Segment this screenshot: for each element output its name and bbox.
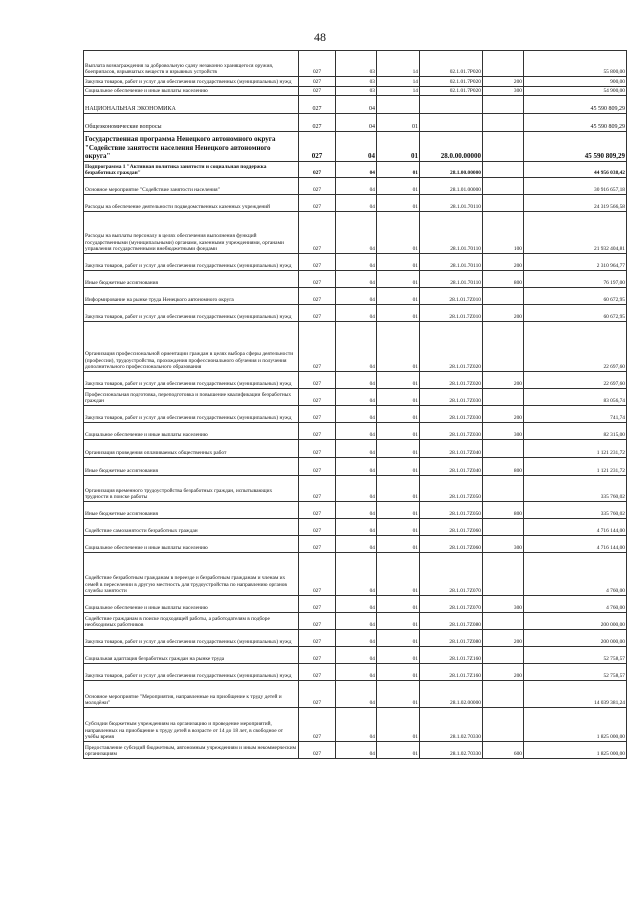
row-subsection: 01	[377, 322, 420, 372]
row-admin-code: 027	[299, 519, 336, 536]
row-admin-code: 027	[299, 681, 336, 708]
row-amount: 44 956 038,42	[524, 162, 627, 178]
row-subsection: 01	[377, 536, 420, 553]
row-section: 04	[336, 389, 377, 406]
row-section: 04	[336, 664, 377, 681]
row-name: Закупка товаров, работ и услуг для обеспечения государственных (муниципальных) нужд	[84, 372, 299, 389]
row-section: 04	[336, 305, 377, 322]
row-subsection: 01	[377, 423, 420, 440]
row-section: 04	[336, 613, 377, 630]
row-section: 04	[336, 440, 377, 458]
row-name: Организация проведения оплачиваемых общественных работ	[84, 440, 299, 458]
row-section: 04	[336, 536, 377, 553]
row-expense-type: 300	[483, 536, 524, 553]
table-row	[84, 162, 627, 178]
row-section: 04	[336, 372, 377, 389]
row-name: Закупка товаров, работ и услуг для обеспечения государственных (муниципальных) нужд	[84, 305, 299, 322]
table-row	[84, 288, 627, 305]
row-name: Закупка товаров, работ и услуг для обеспечения государственных (муниципальных) нужд	[84, 630, 299, 647]
table-row	[84, 458, 627, 476]
row-target-article: 28.1.01.7Z040	[420, 458, 483, 476]
row-admin-code: 027	[299, 195, 336, 212]
row-section: 04	[336, 458, 377, 476]
row-expense-type: 200	[483, 406, 524, 423]
row-amount: 4 716 144,00	[524, 536, 627, 553]
row-amount: 52 758,57	[524, 647, 627, 664]
row-admin-code: 027	[299, 114, 336, 132]
row-name: Основное мероприятие "Мероприятия, направленные на приобщение к труду детей и молодёжи"	[84, 681, 299, 708]
row-target-article: 28.1.01.7Z030	[420, 389, 483, 406]
row-subsection: 01	[377, 114, 420, 132]
row-target-article: 28.1.02.70330	[420, 742, 483, 759]
row-admin-code: 027	[299, 51, 336, 77]
row-expense-type	[483, 647, 524, 664]
row-section: 04	[336, 502, 377, 519]
row-target-article: 28.1.01.7Z160	[420, 664, 483, 681]
row-target-article: 28.1.01.7Z060	[420, 536, 483, 553]
row-name: Иные бюджетные ассигнования	[84, 458, 299, 476]
row-name: Расходы на выплаты персоналу в целях обеспечения выполнения функций государственными (муниципальными) органами, казенными учреждениями, органами управления государственными внебюджетными фондами	[84, 212, 299, 254]
row-subsection: 01	[377, 389, 420, 406]
row-admin-code: 027	[299, 305, 336, 322]
table-row	[84, 630, 627, 647]
row-admin-code: 027	[299, 389, 336, 406]
row-amount: 1 825 000,00	[524, 742, 627, 759]
row-section: 03	[336, 87, 377, 96]
row-admin-code: 027	[299, 77, 336, 87]
row-subsection: 01	[377, 406, 420, 423]
row-admin-code: 027	[299, 647, 336, 664]
row-expense-type: 200	[483, 630, 524, 647]
row-name: Информирование на рынке труда Ненецкого автономного округа	[84, 288, 299, 305]
row-name: Закупка товаров, работ и услуг для обеспечения государственных (муниципальных) нужд	[84, 664, 299, 681]
row-subsection: 01	[377, 613, 420, 630]
row-section: 04	[336, 742, 377, 759]
row-amount: 22 697,60	[524, 372, 627, 389]
row-subsection: 01	[377, 162, 420, 178]
budget-table-body	[84, 51, 627, 759]
row-expense-type	[483, 195, 524, 212]
row-section: 04	[336, 288, 377, 305]
table-row	[84, 536, 627, 553]
row-name: Иные бюджетные ассигнования	[84, 502, 299, 519]
row-name: Социальное обеспечение и иные выплаты населению	[84, 536, 299, 553]
row-subsection: 01	[377, 372, 420, 389]
row-subsection: 01	[377, 132, 420, 162]
table-row	[84, 178, 627, 195]
table-row	[84, 271, 627, 288]
row-expense-type	[483, 681, 524, 708]
row-expense-type	[483, 519, 524, 536]
row-name: Закупка товаров, работ и услуг для обеспечения государственных (муниципальных) нужд	[84, 254, 299, 271]
table-row	[84, 708, 627, 742]
row-admin-code: 027	[299, 406, 336, 423]
row-expense-type	[483, 389, 524, 406]
row-name: Общеэкономические вопросы	[84, 114, 299, 132]
row-subsection: 01	[377, 553, 420, 596]
row-section: 04	[336, 519, 377, 536]
row-admin-code: 027	[299, 596, 336, 613]
row-section: 04	[336, 476, 377, 502]
row-subsection: 01	[377, 630, 420, 647]
table-row	[84, 553, 627, 596]
row-amount: 4 716 144,00	[524, 519, 627, 536]
row-subsection: 01	[377, 178, 420, 195]
row-amount: 335 760,02	[524, 502, 627, 519]
row-expense-type: 200	[483, 254, 524, 271]
row-target-article: 28.1.02.00000	[420, 681, 483, 708]
row-subsection: 01	[377, 288, 420, 305]
row-name: Содействие самозанятости безработных граждан	[84, 519, 299, 536]
row-name: НАЦИОНАЛЬНАЯ ЭКОНОМИКА	[84, 96, 299, 114]
row-expense-type: 800	[483, 271, 524, 288]
row-name: Социальное обеспечение и иные выплаты населению	[84, 423, 299, 440]
row-section: 04	[336, 647, 377, 664]
table-row	[84, 87, 627, 96]
row-section: 04	[336, 132, 377, 162]
row-section: 04	[336, 553, 377, 596]
table-row	[84, 96, 627, 114]
row-target-article: 28.1.01.7Z080	[420, 630, 483, 647]
row-subsection: 01	[377, 305, 420, 322]
row-expense-type: 200	[483, 664, 524, 681]
row-amount: 24 319 566,58	[524, 195, 627, 212]
row-expense-type: 800	[483, 458, 524, 476]
row-subsection: 01	[377, 440, 420, 458]
row-subsection	[377, 96, 420, 114]
table-row	[84, 647, 627, 664]
row-admin-code: 027	[299, 162, 336, 178]
row-target-article	[420, 114, 483, 132]
row-section: 04	[336, 406, 377, 423]
row-admin-code: 027	[299, 502, 336, 519]
row-admin-code: 027	[299, 271, 336, 288]
row-target-article: 28.1.01.7Z050	[420, 502, 483, 519]
row-amount: 30 916 657,18	[524, 178, 627, 195]
table-row	[84, 212, 627, 254]
row-name: Субсидии бюджетным учреждениям на организацию и проведение мероприятий, направленных на приобщение к труду детей в возрасте от 14 до 18 лет, в свободное от учёбы время	[84, 708, 299, 742]
row-target-article: 28.0.00.00000	[420, 132, 483, 162]
row-target-article: 02.1.01.7P020	[420, 77, 483, 87]
row-expense-type	[483, 132, 524, 162]
row-expense-type	[483, 553, 524, 596]
row-amount: 21 932 404,81	[524, 212, 627, 254]
row-name: Закупка товаров, работ и услуг для обеспечения государственных (муниципальных) нужд	[84, 77, 299, 87]
row-section: 03	[336, 77, 377, 87]
row-subsection: 01	[377, 254, 420, 271]
row-target-article: 28.1.01.7Z050	[420, 476, 483, 502]
row-section: 04	[336, 271, 377, 288]
row-admin-code: 027	[299, 87, 336, 96]
row-subsection: 14	[377, 87, 420, 96]
row-subsection: 01	[377, 742, 420, 759]
row-expense-type	[483, 114, 524, 132]
row-admin-code: 027	[299, 178, 336, 195]
row-subsection: 01	[377, 596, 420, 613]
row-amount: 900,00	[524, 77, 627, 87]
row-amount: 54 900,00	[524, 87, 627, 96]
table-row	[84, 195, 627, 212]
row-expense-type	[483, 476, 524, 502]
row-expense-type: 200	[483, 305, 524, 322]
row-expense-type	[483, 162, 524, 178]
row-subsection: 01	[377, 647, 420, 664]
row-admin-code: 027	[299, 630, 336, 647]
row-name: Содействие безработным гражданам в переезде и безработным гражданам и членам их семей в переселении в другую местность для трудоустройства по направлению органов службы занятости	[84, 553, 299, 596]
row-admin-code: 027	[299, 664, 336, 681]
row-target-article: 28.1.01.70110	[420, 212, 483, 254]
row-section: 04	[336, 212, 377, 254]
row-admin-code: 027	[299, 476, 336, 502]
table-row	[84, 305, 627, 322]
row-admin-code: 027	[299, 423, 336, 440]
row-admin-code: 027	[299, 96, 336, 114]
table-row	[84, 322, 627, 372]
row-name: Закупка товаров, работ и услуг для обеспечения государственных (муниципальных) нужд	[84, 406, 299, 423]
row-expense-type	[483, 440, 524, 458]
row-name: Государственная программа Ненецкого автономного округа "Содействие занятости населения Ненецкого автономного округа"	[84, 132, 299, 162]
budget-table	[83, 50, 627, 759]
row-amount: 22 697,60	[524, 322, 627, 372]
row-amount: 60 672,95	[524, 305, 627, 322]
row-amount: 4 760,00	[524, 596, 627, 613]
row-section: 04	[336, 162, 377, 178]
row-expense-type	[483, 613, 524, 630]
row-amount: 200 000,00	[524, 613, 627, 630]
row-admin-code: 027	[299, 212, 336, 254]
table-row	[84, 440, 627, 458]
row-expense-type	[483, 178, 524, 195]
row-section: 04	[336, 96, 377, 114]
row-amount: 1 825 000,00	[524, 708, 627, 742]
row-admin-code: 027	[299, 742, 336, 759]
row-section: 04	[336, 322, 377, 372]
table-row	[84, 476, 627, 502]
row-amount: 82 315,00	[524, 423, 627, 440]
row-admin-code: 027	[299, 440, 336, 458]
row-amount: 45 590 809,29	[524, 96, 627, 114]
table-row	[84, 372, 627, 389]
row-section: 04	[336, 708, 377, 742]
row-name: Организация профессиональной ориентации граждан в целях выбора сферы деятельности (профессии), трудоустройства, прохождения профессионального обучения и получения дополнительного профессионального образования	[84, 322, 299, 372]
row-target-article: 28.1.01.7Z080	[420, 613, 483, 630]
row-section: 04	[336, 630, 377, 647]
row-expense-type: 200	[483, 77, 524, 87]
row-section: 04	[336, 178, 377, 195]
row-admin-code: 027	[299, 708, 336, 742]
row-name: Социальное обеспечение и иные выплаты населению	[84, 596, 299, 613]
row-section: 04	[336, 423, 377, 440]
row-target-article: 28.1.01.7Z070	[420, 553, 483, 596]
row-target-article	[420, 96, 483, 114]
row-target-article: 28.1.01.7Z020	[420, 322, 483, 372]
row-expense-type: 800	[483, 502, 524, 519]
row-target-article: 02.1.01.7P020	[420, 87, 483, 96]
row-target-article: 28.1.01.7Z070	[420, 596, 483, 613]
row-admin-code: 027	[299, 254, 336, 271]
table-row	[84, 681, 627, 708]
row-target-article: 28.1.01.70110	[420, 195, 483, 212]
row-amount: 741,74	[524, 406, 627, 423]
table-row	[84, 77, 627, 87]
row-subsection: 01	[377, 271, 420, 288]
row-section: 04	[336, 114, 377, 132]
row-expense-type: 200	[483, 372, 524, 389]
row-admin-code: 027	[299, 536, 336, 553]
row-name: Подпрограмма 1 "Активная политика занятости и социальная поддержка безработных граждан"	[84, 162, 299, 178]
row-target-article: 28.1.01.7Z030	[420, 423, 483, 440]
table-row	[84, 423, 627, 440]
table-row	[84, 254, 627, 271]
row-target-article: 28.1.01.7Z160	[420, 647, 483, 664]
row-target-article: 28.1.01.70110	[420, 254, 483, 271]
row-amount: 83 056,74	[524, 389, 627, 406]
row-name: Социальное обеспечение и иные выплаты населению	[84, 87, 299, 96]
row-admin-code: 027	[299, 553, 336, 596]
row-section: 04	[336, 254, 377, 271]
row-target-article: 28.1.01.7Z040	[420, 440, 483, 458]
row-amount: 335 760,02	[524, 476, 627, 502]
row-name: Предоставление субсидий бюджетным, автономным учреждениям и иным некоммерческим организациям	[84, 742, 299, 759]
table-row	[84, 519, 627, 536]
row-amount: 1 121 231,72	[524, 440, 627, 458]
row-target-article: 28.1.01.7Z060	[420, 519, 483, 536]
row-name: Расходы на обеспечение деятельности подведомственных казенных учреждений	[84, 195, 299, 212]
row-subsection: 01	[377, 708, 420, 742]
row-subsection: 14	[377, 51, 420, 77]
row-subsection: 01	[377, 681, 420, 708]
row-amount: 55 800,00	[524, 51, 627, 77]
row-name: Иные бюджетные ассигнования	[84, 271, 299, 288]
row-target-article: 28.1.01.7Z010	[420, 288, 483, 305]
table-row	[84, 664, 627, 681]
row-amount: 14 039 381,24	[524, 681, 627, 708]
row-target-article: 28.1.01.70110	[420, 271, 483, 288]
row-subsection: 01	[377, 664, 420, 681]
row-name: Профессиональная подготовка, переподготовка и повышение квалификации безработных граждан	[84, 389, 299, 406]
row-subsection: 14	[377, 77, 420, 87]
row-admin-code: 027	[299, 132, 336, 162]
row-name: Содействие гражданам в поиске подходящей работы, а работодателям в подборе необходимых работников	[84, 613, 299, 630]
row-subsection: 01	[377, 519, 420, 536]
row-subsection: 01	[377, 502, 420, 519]
table-row	[84, 502, 627, 519]
row-expense-type: 600	[483, 742, 524, 759]
row-amount: 200 000,00	[524, 630, 627, 647]
row-amount: 52 758,57	[524, 664, 627, 681]
row-admin-code: 027	[299, 322, 336, 372]
row-expense-type	[483, 96, 524, 114]
row-subsection: 01	[377, 458, 420, 476]
row-amount: 45 590 809,29	[524, 114, 627, 132]
row-expense-type	[483, 288, 524, 305]
row-name: Основное мероприятие "Содействие занятости населения"	[84, 178, 299, 195]
row-expense-type: 300	[483, 423, 524, 440]
row-target-article: 28.1.01.7Z020	[420, 372, 483, 389]
row-subsection: 01	[377, 195, 420, 212]
row-subsection: 01	[377, 476, 420, 502]
row-expense-type: 300	[483, 87, 524, 96]
table-row	[84, 132, 627, 162]
table-row	[84, 613, 627, 630]
row-target-article: 28.1.01.7Z010	[420, 305, 483, 322]
row-target-article: 28.1.01.00000	[420, 178, 483, 195]
row-section: 04	[336, 681, 377, 708]
row-name: Выплата вознаграждения за добровольную сдачу незаконно хранящегося оружия, боеприпасов, взрывчатых веществ и взрывных устройств	[84, 51, 299, 77]
row-admin-code: 027	[299, 613, 336, 630]
row-admin-code: 027	[299, 458, 336, 476]
table-row	[84, 406, 627, 423]
row-amount: 4 760,00	[524, 553, 627, 596]
row-expense-type: 300	[483, 596, 524, 613]
table-row	[84, 596, 627, 613]
row-expense-type: 100	[483, 212, 524, 254]
row-target-article: 02.1.01.7P020	[420, 51, 483, 77]
row-amount: 45 590 809,29	[524, 132, 627, 162]
row-section: 03	[336, 51, 377, 77]
row-section: 04	[336, 195, 377, 212]
row-admin-code: 027	[299, 288, 336, 305]
row-amount: 60 672,95	[524, 288, 627, 305]
table-row	[84, 742, 627, 759]
table-row	[84, 389, 627, 406]
row-name: Социальная адаптация безработных граждан на рынке труда	[84, 647, 299, 664]
row-amount: 76 197,00	[524, 271, 627, 288]
row-expense-type	[483, 708, 524, 742]
row-target-article: 28.1.02.70330	[420, 708, 483, 742]
row-expense-type	[483, 322, 524, 372]
page-number: 48	[314, 30, 326, 44]
row-target-article: 28.1.00.00000	[420, 162, 483, 178]
row-section: 04	[336, 596, 377, 613]
row-expense-type	[483, 51, 524, 77]
table-row	[84, 114, 627, 132]
row-subsection: 01	[377, 212, 420, 254]
table-row	[84, 51, 627, 77]
row-target-article: 28.1.01.7Z030	[420, 406, 483, 423]
row-amount: 2 310 964,77	[524, 254, 627, 271]
row-name: Организация временного трудоустройства безработных граждан, испытывающих трудности в поиске работы	[84, 476, 299, 502]
row-amount: 1 121 231,72	[524, 458, 627, 476]
row-admin-code: 027	[299, 372, 336, 389]
